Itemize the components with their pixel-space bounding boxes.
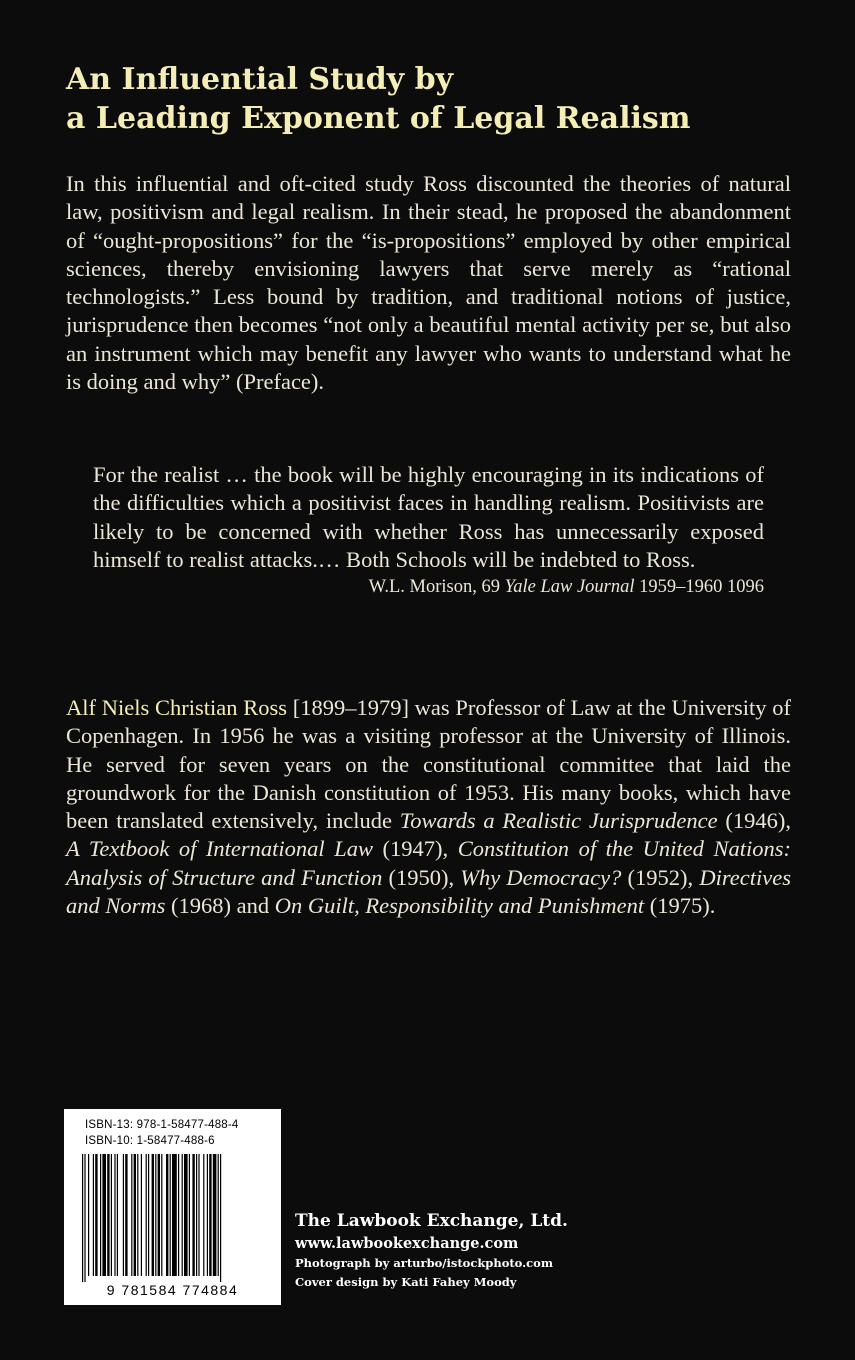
intro-paragraph: In this influential and oft-cited study Ross discounted the theories of natural law, positivism and legal realism. In their stead, he proposed the abandonment of “ought-propositions” for the “is-propositions” employed by other empirical sciences, thereby envisioning lawyers that serve merely as “rational technologists.” Less bound by tradition, and traditional notions of justice, jurisprudence then becomes “not only a beautiful mental activity per se, but also an instrument which may benefit any lawyer who wants to understand what he is doing and why” (Preface). [66,171,791,395]
book-title: A Textbook of International Law [66,836,373,862]
cover-headline [66,60,826,138]
photo-credit: Photograph by arturbo/istockphoto.com [295,1256,553,1270]
author-bio [66,694,791,920]
barcode-bar [172,1154,177,1276]
book-title: On Guilt, Responsibility and Punishment [274,893,645,919]
quote-author: W.L. Morison, 69 [368,577,500,598]
quote-citation: 1959–1960 1096 [639,577,764,598]
bio-text: [1899–1979] was Professor of Law at the University of Copenhagen. In 1956 he was a visiting professor at the University of Illinois. He served for seven years on the constitutional committee that laid the groundwork for the Danish constitution of 1953. His many books, which have been translated extensively, include [66,695,791,834]
quote-attribution [93,574,764,600]
barcode-bar [88,1154,89,1276]
book-year: (1950), [382,864,461,890]
isbn-barcode [64,1109,281,1305]
barcode-bar [123,1154,124,1276]
barcode-bar [192,1154,194,1276]
barcode-bar [100,1154,101,1276]
barcode-bars [82,1154,264,1282]
review-quote [93,461,764,600]
barcode-bar [220,1154,221,1282]
book-year: (1947), [373,836,458,862]
barcode-bar [203,1154,204,1276]
barcode-bar [93,1154,94,1276]
barcode-bar [125,1154,127,1276]
book-title: Constitution of the United Nations: Analysis of Structure and Function [66,836,791,890]
barcode-bar [102,1154,106,1276]
headline-line-2: a Leading Exponent of Legal Realism [66,101,691,136]
barcode-bar [134,1154,136,1276]
barcode-bar [182,1154,183,1276]
barcode-bar [95,1154,97,1276]
barcode-bar [107,1154,109,1276]
barcode-bar [148,1154,149,1276]
barcode-bar [137,1154,138,1276]
barcode-bar [158,1154,160,1276]
barcode-bar [161,1154,162,1276]
book-year: (1975). [644,893,716,919]
barcode-bar [189,1154,190,1276]
publisher-name: The Lawbook Exchange, Ltd. [295,1211,568,1231]
barcode-bar [184,1154,188,1276]
barcode-bar [117,1154,118,1276]
quote-text: For the realist … the book will be highly encouraging in its indications of the difficulties which a positivist faces in handling realism. Positivists are likely to be concerned with whether Ross has unnecessarily exposed himself to realist attacks.… Both Schools will be indebted to Ross. [93,462,764,572]
barcode-bar [141,1154,142,1276]
publisher-block [295,1209,625,1292]
isbn-13: ISBN-13: 978-1-58477-488-4 [85,1119,239,1131]
barcode-bar [209,1154,211,1276]
barcode-bar [84,1154,85,1282]
publisher-url: www.lawbookexchange.com [295,1235,519,1252]
barcode-bar [218,1154,219,1276]
headline-line-1: An Influential Study by [66,62,454,97]
barcode-bar [131,1154,132,1276]
book-year: (1946), [717,808,791,834]
book-year: (1952), [621,864,700,890]
book-title: Towards a Realistic Jurisprudence [399,808,718,834]
barcode-bar [82,1154,83,1282]
book-year: (1968) and [165,893,275,919]
barcode-bar [207,1154,208,1276]
author-name: Alf Niels Christian Ross [66,695,287,720]
barcode-bar [111,1154,112,1276]
barcode-number: 9 781584 774884 [106,1282,239,1298]
barcode-bar [196,1154,197,1276]
design-credit: Cover design by Kati Fahey Moody [295,1275,517,1289]
barcode-bar [178,1154,179,1276]
barcode-bar [152,1154,154,1276]
quote-journal: Yale Law Journal [504,577,635,598]
barcode-bar [166,1154,168,1276]
barcode-bar [170,1154,171,1276]
isbn-10: ISBN-10: 1-58477-488-6 [85,1135,215,1147]
barcode-bar [155,1154,156,1276]
book-title: Directives and Norms [66,864,791,919]
barcode-bar [198,1154,199,1276]
barcode-bar [213,1154,217,1276]
barcode-bar [114,1154,115,1276]
barcode-bar [146,1154,147,1276]
book-title: Why Democracy? [460,864,622,890]
